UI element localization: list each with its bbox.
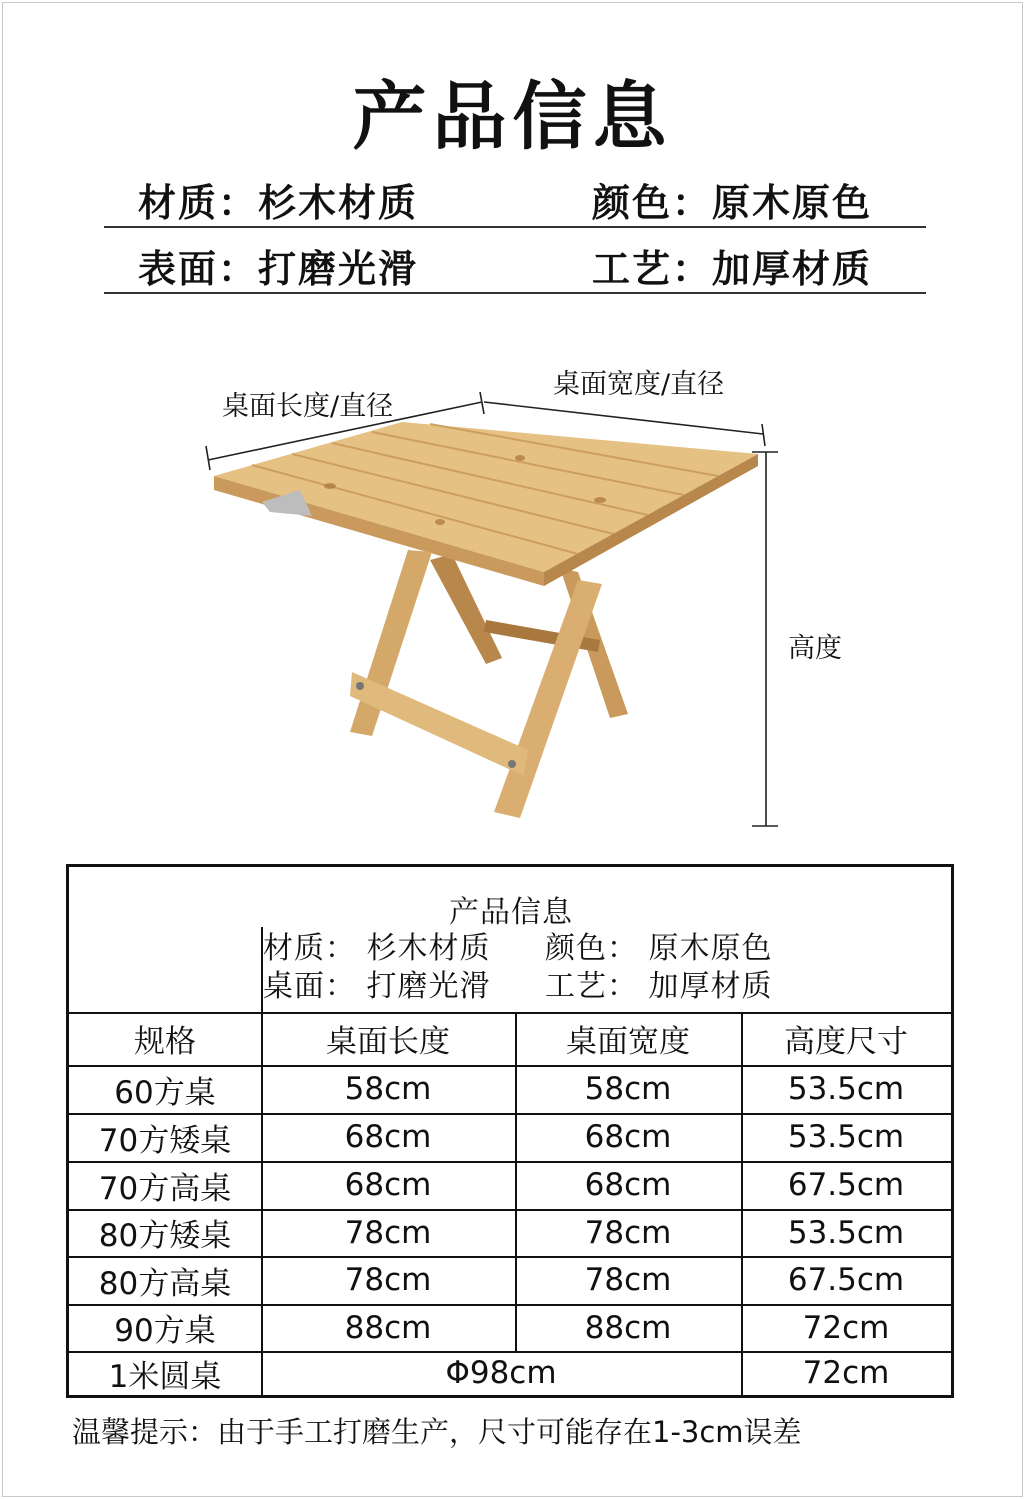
row-length: 68cm — [344, 1167, 432, 1203]
row-spec: 70方矮桌 — [98, 1122, 232, 1159]
length-dimension-label: 桌面长度/直径 — [222, 391, 394, 422]
row-width: 78cm — [584, 1262, 672, 1298]
spec-color-value: 原木原色 — [712, 181, 873, 225]
height-dimension-label: 高度 — [788, 633, 842, 664]
row-spec: 90方桌 — [114, 1313, 216, 1349]
spec-surface-label: 表面： — [138, 247, 259, 291]
row-width: 68cm — [584, 1119, 672, 1155]
spec-surface — [138, 238, 418, 293]
row-height: 67.5cm — [787, 1167, 905, 1203]
info-line-surface: 桌面： 打磨光滑 — [263, 969, 491, 1004]
spec-color-label: 颜色： — [592, 181, 713, 225]
spec-material — [138, 172, 418, 227]
row-height: 53.5cm — [787, 1071, 905, 1107]
row-length: 78cm — [344, 1262, 432, 1298]
row-width: 58cm — [584, 1071, 672, 1107]
spec-craft — [592, 238, 872, 293]
row-height: 72cm — [802, 1309, 890, 1346]
row-spec: 60方桌 — [114, 1074, 216, 1111]
row-spec: 80方矮桌 — [98, 1218, 232, 1254]
row-length: 68cm — [344, 1119, 432, 1155]
spec-craft-label: 工艺： — [592, 247, 713, 291]
row-spec: 80方高桌 — [98, 1265, 232, 1302]
row-length: 78cm — [344, 1214, 432, 1251]
row-length: 58cm — [344, 1071, 432, 1107]
folding-table-image — [0, 340, 1025, 840]
info-line-color: 颜色： 原木原色 — [545, 931, 773, 966]
row-length: 88cm — [344, 1309, 432, 1346]
column-header-length: 桌面长度 — [326, 1024, 450, 1060]
front-legs — [350, 550, 602, 818]
column-header-width: 桌面宽度 — [566, 1024, 690, 1060]
row-height: 67.5cm — [787, 1262, 905, 1298]
info-table-title: 产品信息 — [449, 895, 573, 930]
column-header-height: 高度尺寸 — [784, 1024, 908, 1060]
row-width: 78cm — [584, 1214, 672, 1251]
row-diameter: Φ98cm — [445, 1355, 557, 1391]
row-spec: 1米圆桌 — [108, 1358, 222, 1395]
spec-surface-value: 打磨光滑 — [258, 247, 419, 291]
row-height: 53.5cm — [787, 1214, 905, 1251]
spec-craft-value: 加厚材质 — [712, 247, 873, 291]
info-line-material: 材质： 杉木材质 — [263, 931, 491, 966]
spec-material-label: 材质： — [138, 181, 259, 225]
page-title: 产品信息 — [352, 74, 673, 160]
row-height: 72cm — [802, 1355, 890, 1391]
spec-material-value: 杉木材质 — [258, 181, 419, 225]
spec-color — [592, 172, 872, 227]
width-dimension-label: 桌面宽度/直径 — [553, 369, 725, 400]
info-line-craft: 工艺： 加厚材质 — [545, 969, 773, 1004]
row-height: 53.5cm — [787, 1119, 905, 1155]
spec-divider — [104, 292, 926, 294]
tip-note: 温馨提示：由于手工打磨生产，尺寸可能存在1-3cm误差 — [72, 1415, 802, 1449]
info-table — [66, 864, 954, 1398]
column-header-spec: 规格 — [134, 1024, 196, 1060]
row-width: 88cm — [584, 1309, 672, 1346]
row-spec: 70方高桌 — [98, 1170, 232, 1207]
row-width: 68cm — [584, 1167, 672, 1203]
spec-divider — [104, 226, 926, 228]
